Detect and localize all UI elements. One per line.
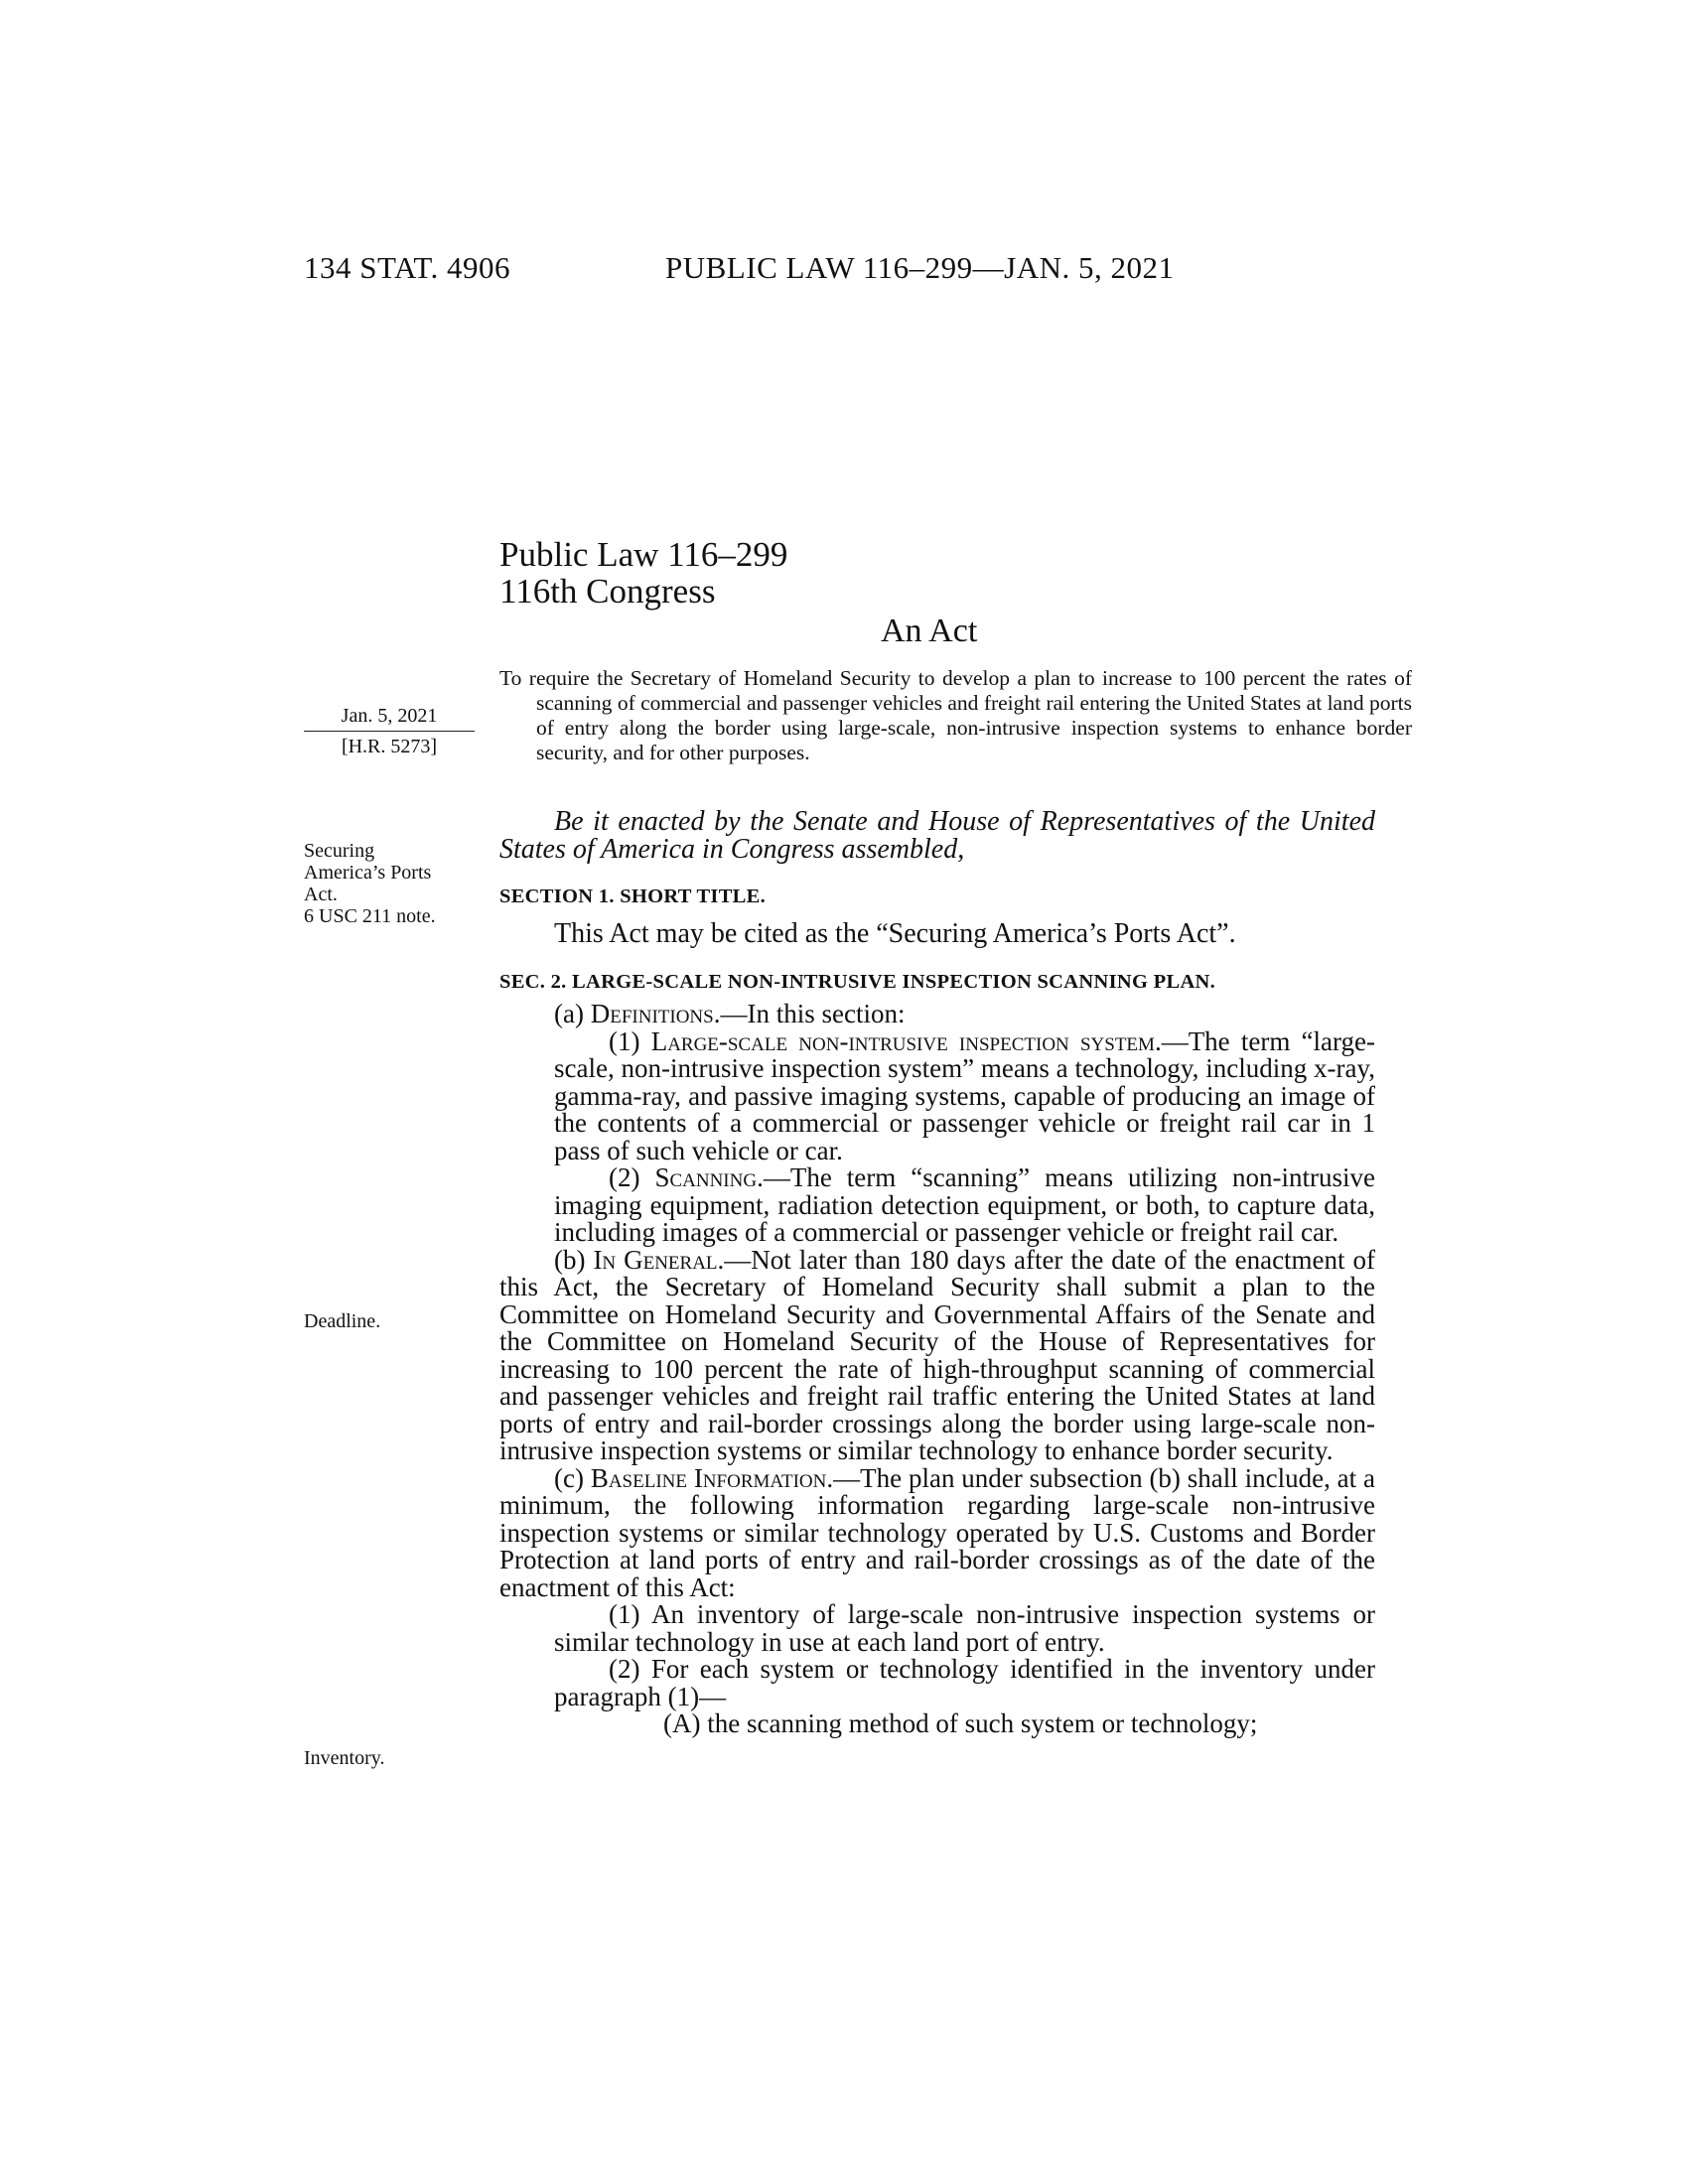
margin-note-line: Securing [304, 840, 375, 862]
subsection-label: (c) [554, 1462, 591, 1493]
running-header-title: PUBLIC LAW 116–299—JAN. 5, 2021 [665, 250, 1175, 285]
act-heading: An Act [881, 613, 978, 649]
subsection-c [499, 1462, 1375, 1602]
paragraph-caption: Scanning [654, 1162, 758, 1192]
paragraph-label: (2) [609, 1162, 655, 1192]
subparagraph-c2A: (A) the scanning method of such system or technology; [663, 1708, 1258, 1738]
subsection-text: .—The plan under subsection (b) shall include, at a minimum, the following information regarding large-scale non-intrusive inspection systems or similar technology operated by U.S. Customs and Border Protection at land ports of entry and rail-border crossings as of the date of the enactment of this Act: [499, 1462, 1375, 1602]
paragraph-text: .—The term “scanning” means utilizing non-intrusive imaging equipment, radiation detection equipment, or both, to capture data, including images of a commercial or passenger vehicle or freight rail car. [554, 1162, 1375, 1247]
congress: 116th Congress [499, 572, 716, 611]
paragraph-caption: Large-scale non-intrusive inspection system [650, 1025, 1155, 1056]
section-1-text: This Act may be cited as the “Securing America’s Ports Act”. [554, 918, 1236, 949]
subsection-label: (a) [554, 999, 591, 1028]
subsection-text: .—Not later than 180 days after the date of the enactment of this Act, the Secretary of Homeland Security shall submit a plan to the Committee on Homeland Security and Governmental Affairs of the Senate and the Committee on Homeland Security of the House of Representatives for increasing to 100 percent the rate of high-throughput scanning of commercial and passenger vehicles and freight rail traffic entering the United States at land ports of entry and rail-border crossings along the border using large-scale non-intrusive inspection systems or similar technology to enhance border security. [499, 1244, 1375, 1465]
subsection-caption: Baseline Information [590, 1462, 827, 1493]
law-number: Public Law 116–299 [499, 535, 788, 574]
paragraph-c2: (2) For each system or technology identified in the inventory under paragraph (1)— [554, 1654, 1375, 1711]
margin-date-block [304, 703, 475, 759]
subsection-caption: Definitions [590, 999, 714, 1028]
paragraph-text: .—The term “large-scale, non-intrusive inspection system” means a technology, including x-ray, gamma-ray, and passive imaging systems, capable of producing an image of the contents of a commercial or passenger vehicle or freight rail car in 1 pass of such vehicle or car. [554, 1025, 1376, 1165]
subsection-b [499, 1244, 1375, 1465]
paragraph-c1: (1) An inventory of large-scale non-intrusive inspection systems or similar technology in use at each land port of entry. [554, 1599, 1375, 1657]
subsection-text: .—In this section: [713, 999, 906, 1028]
purpose-paragraph: To require the Secretary of Homeland Security to develop a plan to increase to 100 percent the rates of scanning of commercial and passenger vehicles and freight rail entering the United States at land ports of entry along the border using large-scale, non-intrusive inspection systems to enhance border security, and for other purposes. [499, 666, 1412, 764]
margin-inventory-note: Inventory. [304, 1747, 385, 1769]
margin-deadline-note: Deadline. [304, 1310, 381, 1332]
section-2-body [499, 1001, 1375, 1738]
enacting-clause: Be it enacted by the Senate and House of Representatives of the United States of America in Congress assembled, [499, 806, 1375, 865]
paragraph-label: (1) [609, 1025, 651, 1056]
margin-bill-number: [H.R. 5273] [341, 736, 438, 757]
paragraph-a1 [499, 1025, 1376, 1165]
margin-note-line: 6 USC 211 note. [304, 905, 436, 927]
margin-date: Jan. 5, 2021 [304, 703, 475, 732]
page-reference: 134 STAT. 4906 [304, 250, 511, 285]
margin-note-line: America’s Ports [304, 862, 432, 884]
margin-short-title-note [304, 840, 436, 927]
subsection-label: (b) [554, 1244, 594, 1275]
subsection-caption: In General [593, 1244, 718, 1275]
margin-note-line: Act. [304, 884, 338, 905]
section-2-heading: SEC. 2. LARGE-SCALE NON-INTRUSIVE INSPECTION SCANNING PLAN. [499, 971, 1216, 993]
subsection-a [499, 1001, 1375, 1028]
paragraph-a2 [499, 1164, 1375, 1247]
section-1-heading: SECTION 1. SHORT TITLE. [499, 886, 767, 907]
